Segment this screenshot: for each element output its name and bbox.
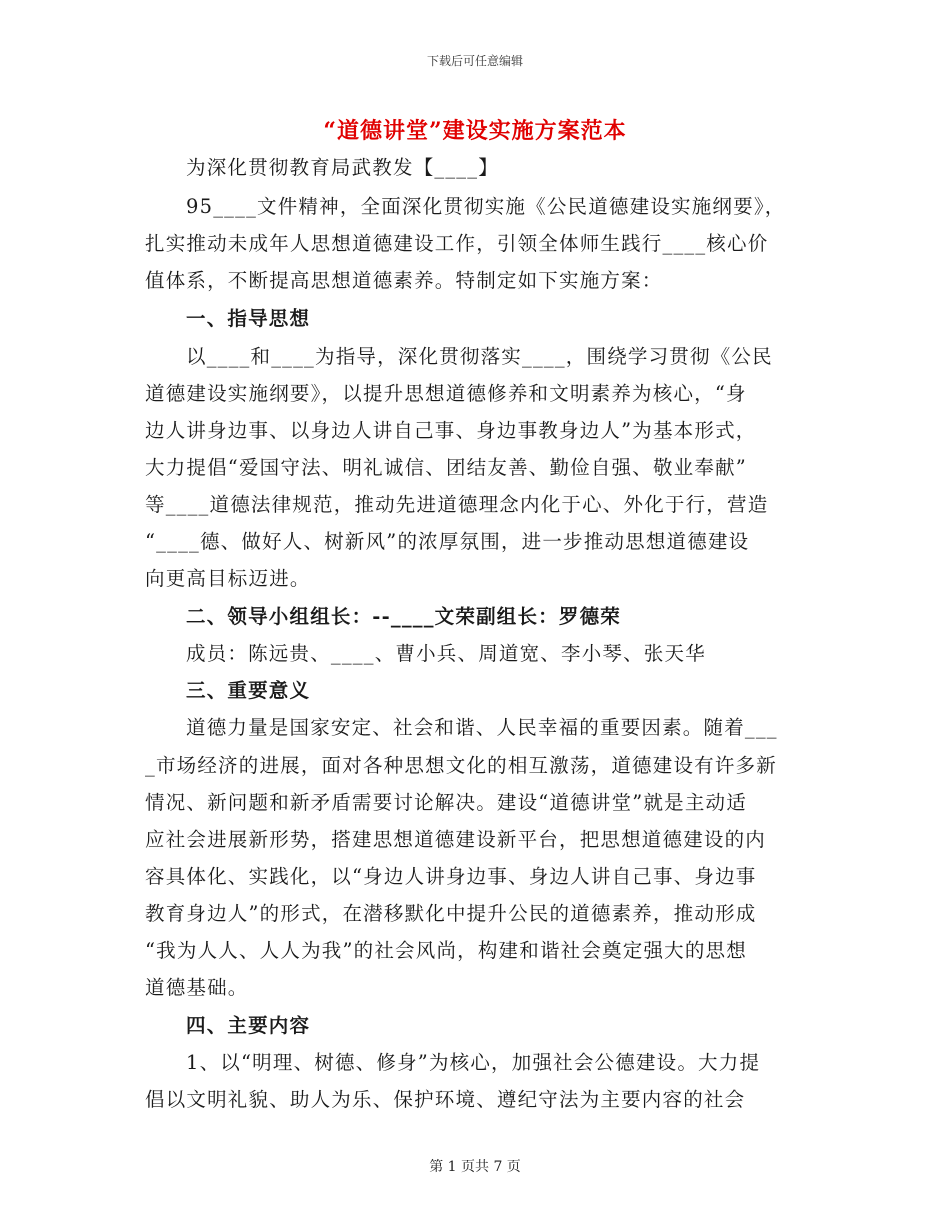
page-header: 下载后可任意编辑 bbox=[426, 54, 523, 68]
paragraph-line: 道德力量是国家安定、社会和谐、人民幸福的重要因素。随着___ bbox=[186, 716, 778, 739]
paragraph-line: 值体系，不断提高思想道德素养。特制定如下实施方案： bbox=[145, 269, 663, 292]
paragraph-line: 边人讲身边事、以身边人讲自己事、身边事教身边人”为基本形式， bbox=[145, 419, 757, 442]
paragraph-line: 为深化贯彻教育局武教发【____】 bbox=[186, 156, 499, 179]
paragraph-line: 扎实推动未成年人思想道德建设工作，引领全体师生践行____核心价 bbox=[145, 232, 769, 255]
paragraph-line: _市场经济的进展，面对各种思想文化的相互激荡，道德建设有许多新 bbox=[145, 754, 777, 777]
paragraph-line: 向更高目标迈进。 bbox=[145, 567, 311, 590]
paragraph-line: “____德、做好人、树新风”的浓厚氛围，进一步推动思想道德建设 bbox=[145, 530, 750, 553]
paragraph-line: 情况、新问题和新矛盾需要讨论解决。建设“道德讲堂”就是主动适 bbox=[145, 791, 747, 814]
paragraph-line: 以____和____为指导，深化贯彻落实____，围绕学习贯彻《公民 bbox=[186, 345, 773, 368]
paragraph-line: 95____文件精神，全面深化贯彻实施《公民道德建设实施纲要》， bbox=[186, 195, 786, 218]
paragraph-line: 教育身边人”的形式，在潜移默化中提升公民的道德素养，推动形成 bbox=[145, 902, 757, 925]
paragraph-line: 大力提倡“爱国守法、明礼诚信、团结友善、勤俭自强、敬业奉献” bbox=[145, 456, 747, 479]
paragraph-line: 倡以文明礼貌、助人为乐、保护环境、遵纪守法为主要内容的社会 bbox=[145, 1088, 746, 1111]
paragraph-line: 1、以“明理、树德、修身”为核心，加强社会公德建设。大力提 bbox=[186, 1051, 761, 1074]
section-heading-1: 一、指导思想 bbox=[186, 307, 311, 330]
paragraph-line: 道德基础。 bbox=[145, 976, 249, 999]
paragraph-line: 容具体化、实践化，以“身边人讲身边事、身边人讲自己事、身边事 bbox=[145, 865, 757, 888]
paragraph-line: 道德建设实施纲要》，以提升思想道德修养和文明素养为核心，“身 bbox=[145, 382, 747, 405]
section-heading-4: 四、主要内容 bbox=[186, 1014, 311, 1037]
document-title: “道德讲堂”建设实施方案范本 bbox=[323, 118, 627, 144]
members-line: 成员：陈远贵、____、曹小兵、周道宽、李小琴、张天华 bbox=[186, 642, 706, 665]
section-heading-3: 三、重要意义 bbox=[186, 679, 311, 702]
paragraph-line: “我为人人、人人为我”的社会风尚，构建和谐社会奠定强大的思想 bbox=[145, 939, 747, 962]
section-heading-2: 二、领导小组组长：--____文荣副组长：罗德荣 bbox=[186, 605, 621, 628]
paragraph-line: 等____道德法律规范，推动先进道德理念内化于心、外化于行，营造 bbox=[145, 493, 769, 516]
page-footer: 第 1 页共 7 页 bbox=[429, 1159, 521, 1175]
paragraph-line: 应社会进展新形势，搭建思想道德建设新平台，把思想道德建设的内 bbox=[145, 828, 767, 851]
